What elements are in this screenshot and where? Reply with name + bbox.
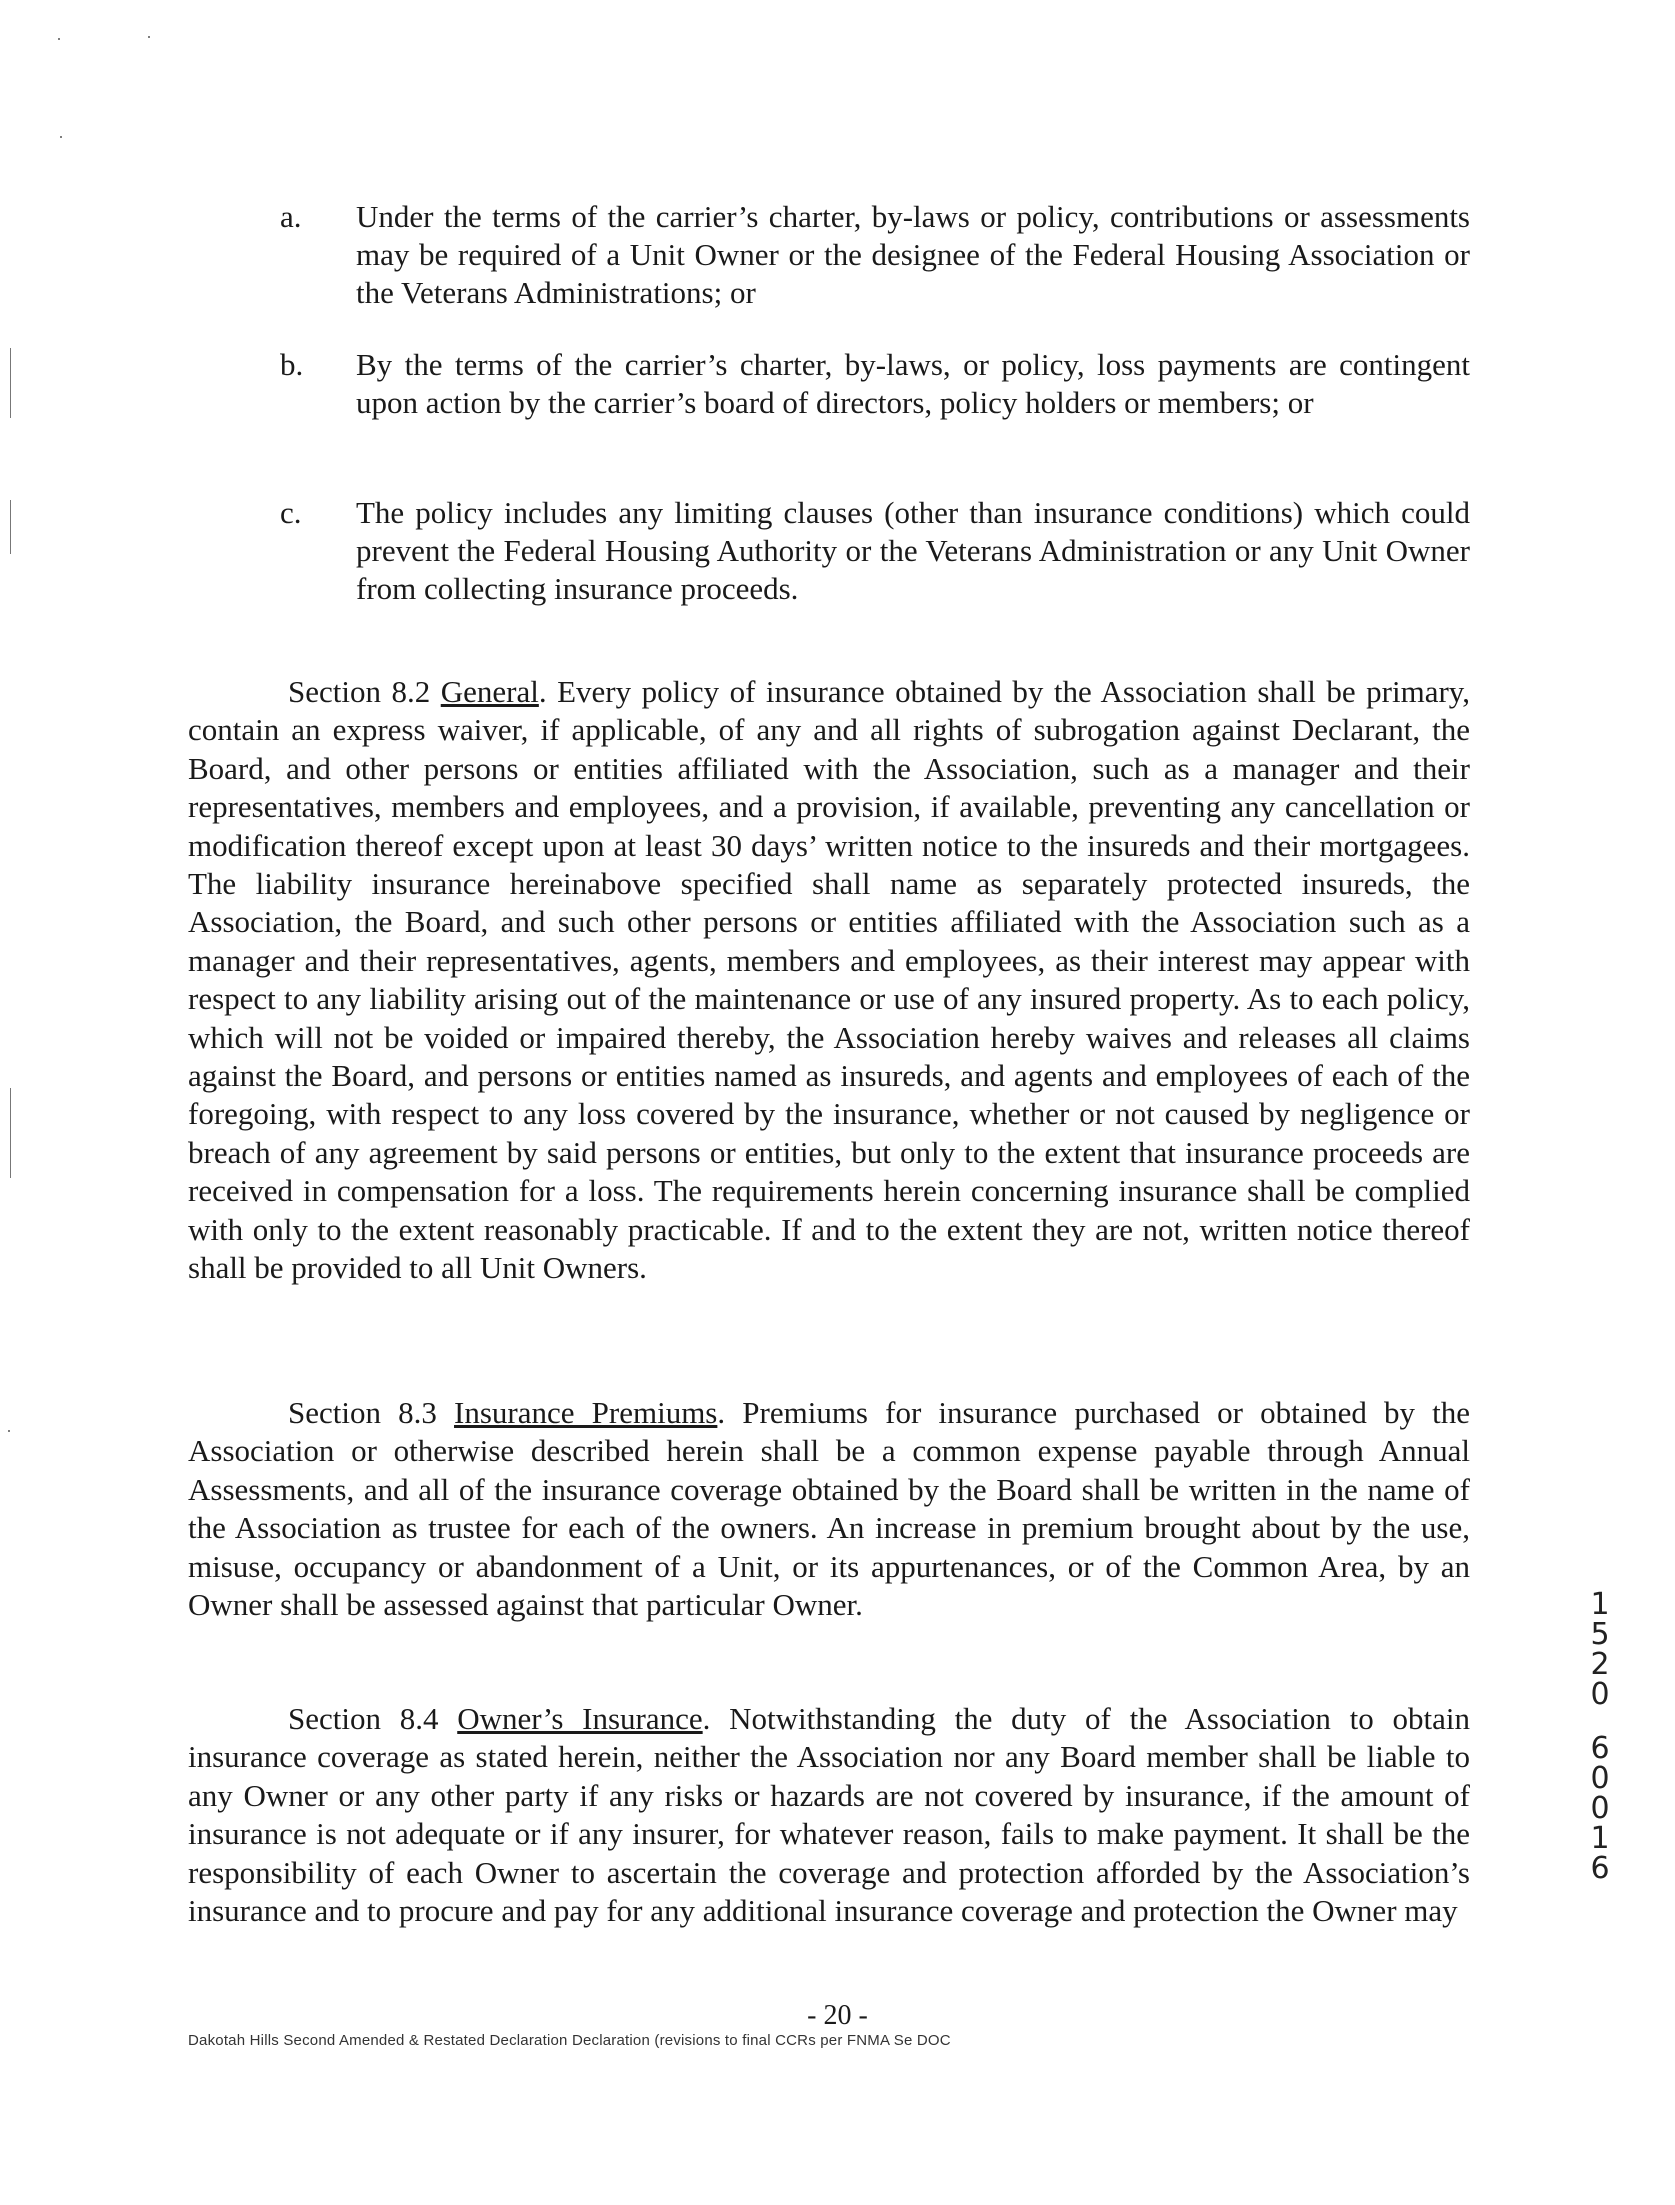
margin-mark (10, 500, 11, 554)
scan-speck (60, 136, 62, 138)
section-number: Section 8.2 (288, 674, 431, 709)
section-8-3: Section 8.3 Insurance Premiums. Premiums for insurance purchased or obtained by the Association or otherwise described herein shall be a common expense payable through Annual Assessments, and all of the insurance coverage obtained by the Board shall be written in the name of the Association as trustee for each of the owners. An increase in premium brought about by the use, misuse, occupancy or abandonment of a Unit, or its appurtenances, or of the Common Area, by an Owner shall be assessed against that particular Owner. (188, 1395, 1470, 1623)
page-number: - 20 - (807, 2000, 868, 2031)
list-text: The policy includes any limiting clauses (other than insurance conditions) which could prevent the Federal Housing Authority or the Veterans Administration or any Unit Owner from collecting insurance proceeds. (356, 495, 1470, 606)
section-number: Section 8.3 (288, 1395, 437, 1430)
scan-speck (58, 38, 60, 40)
stamp-digit: 6 (1590, 1731, 1610, 1766)
list-text: By the terms of the carrier’s charter, by-laws, or policy, loss payments are contingent upon action by the carrier’s board of directors, policy holders or members; or (356, 347, 1470, 420)
scan-speck (8, 1430, 10, 1432)
section-text: Premiums for insurance purchased or obtained by the Association or otherwise described herein shall be a common expense payable through Annual Assessments, and all of the insurance coverage obtained by the Board shall be written in the name of the Association as trustee for each of the owners. An increase in premium brought about by the use, misuse, occupancy or abandonment of a Unit, or its appurtenances, or of the Common Area, by an Owner shall be assessed against that particular Owner. (188, 1395, 1470, 1623)
section-heading: General (440, 674, 539, 709)
recording-stamp (1580, 1587, 1620, 1886)
stamp-digit: 0 (1590, 1761, 1610, 1796)
list-letter: b. (280, 347, 304, 382)
margin-mark (10, 348, 11, 418)
scan-speck (148, 36, 150, 38)
section-8-4: Section 8.4 Owner’s Insurance. Notwithstanding the duty of the Association to obtain insurance coverage as stated herein, neither the Association nor any Board member shall be liable to any Owner or any other party if any risks or hazards are not covered by insurance, if the amount of insurance is not adequate or if any insurer, for whatever reason, fails to make payment. It shall be the responsibility of each Owner to ascertain the coverage and protection afforded by the Association’s insurance and to procure and pay for any additional insurance coverage and protection the Owner may (188, 1701, 1470, 1929)
section-heading: Insurance Premiums (454, 1395, 718, 1430)
margin-mark (10, 1088, 11, 1178)
stamp-digit: 6 (1590, 1851, 1610, 1886)
stamp-digit: 2 (1590, 1647, 1610, 1682)
list-letter: a. (280, 199, 302, 234)
section-number: Section 8.4 (288, 1701, 439, 1736)
footer-caption: Dakotah Hills Second Amended & Restated Declaration Declaration (revisions to final CCRs per FNMA Se DOC (188, 2032, 951, 2049)
list-text: Under the terms of the carrier’s charter, by-laws or policy, contributions or assessments may be required of a Unit Owner or the designee of the Federal Housing Association or the Veterans Administrations; or (356, 199, 1470, 310)
stamp-digit: 1 (1590, 1821, 1610, 1856)
stamp-digit: 0 (1590, 1677, 1610, 1712)
stamp-digit: 1 (1590, 1587, 1610, 1622)
stamp-digit: 5 (1590, 1617, 1610, 1652)
section-text: Every policy of insurance obtained by the Association shall be primary, contain an express waiver, if applicable, of any and all rights of subrogation against Declarant, the Board, and other persons or entities affiliated with the Association, such as a manager and their representatives, members and employees, and a provision, if available, preventing any cancellation or modification thereof except upon at least 30 days’ written notice to the insureds and their mortgagees. The liability insurance hereinabove specified shall name as separately protected insureds, the Association, the Board, and such other persons or entities affiliated with the Association such as a manager and their representatives, agents, members and employees, as their interest may appear with respect to any liability arising out of the maintenance or use of any insured property. As to each policy, which will not be voided or impaired thereby, the Association hereby waives and releases all claims against the Board, and persons or entities named as insureds, and agents and employees of each of the foregoing, with respect to any loss covered by the insurance, whether or not caused by negligence or breach of any agreement by said persons or entities, but only to the extent that insurance proceeds are received in compensation for a loss. The requirements herein concerning insurance shall be complied with only to the extent reasonably practicable. If and to the extent they are not, written notice thereof shall be provided to all Unit Owners. (188, 674, 1471, 1286)
section-8-2: Section 8.2 General. Every policy of insurance obtained by the Association shall be primary, contain an express waiver, if applicable, of any and all rights of subrogation against Declarant, the Board, and other persons or entities affiliated with the Association, such as a manager and their representatives, members and employees, and a provision, if available, preventing any cancellation or modification thereof except upon at least 30 days’ written notice to the insureds and their mortgagees. The liability insurance hereinabove specified shall name as separately protected insureds, the Association, the Board, and such other persons or entities affiliated with the Association such as a manager and their representatives, agents, members and employees, as their interest may appear with respect to any liability arising out of the maintenance or use of any insured property. As to each policy, which will not be voided or impaired thereby, the Association hereby waives and releases all claims against the Board, and persons or entities named as insureds, and agents and employees of each of the foregoing, with respect to any loss covered by the insurance, whether or not caused by negligence or breach of any agreement by said persons or entities, but only to the extent that insurance proceeds are received in compensation for a loss. The requirements herein concerning insurance shall be complied with only to the extent reasonably practicable. If and to the extent they are not, written notice thereof shall be provided to all Unit Owners. (188, 674, 1471, 1286)
stamp-digit: 0 (1590, 1791, 1610, 1826)
section-text: Notwithstanding the duty of the Association to obtain insurance coverage as stated herein, neither the Association nor any Board member shall be liable to any Owner or any other party if any risks or hazards are not covered by insurance, if the amount of insurance is not adequate or if any insurer, for whatever reason, fails to make payment. It shall be the responsibility of each Owner to ascertain the coverage and protection afforded by the Association’s insurance and to procure and pay for any additional insurance coverage and protection the Owner may (188, 1701, 1470, 1929)
section-heading: Owner’s Insurance (457, 1701, 703, 1736)
list-letter: c. (280, 495, 302, 530)
